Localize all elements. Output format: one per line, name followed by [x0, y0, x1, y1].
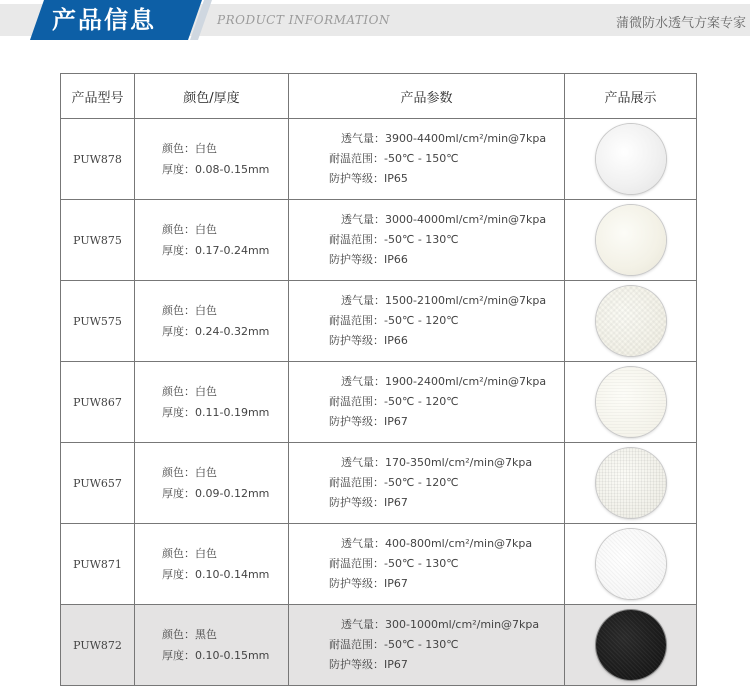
color-thickness-cell [135, 443, 289, 524]
color-label: 颜色： [162, 304, 195, 317]
model-cell: PUW575 [61, 281, 135, 362]
air-label: 透气量： [341, 375, 385, 388]
temp-label: 耐温范围： [329, 152, 384, 165]
thickness-value: 0.09-0.12mm [195, 487, 270, 500]
thickness-value: 0.10-0.15mm [195, 649, 270, 662]
params-cell [289, 200, 565, 281]
color-value: 黑色 [195, 628, 217, 641]
display-cell [565, 443, 697, 524]
air-label: 透气量： [341, 294, 385, 307]
thickness-value: 0.17-0.24mm [195, 244, 270, 257]
temp-value: -50℃ - 120℃ [384, 314, 459, 327]
page-title: 产品信息 [52, 6, 156, 34]
product-swatch-image [596, 205, 666, 275]
ip-value: IP67 [384, 415, 408, 428]
display-cell [565, 281, 697, 362]
temp-label: 耐温范围： [329, 476, 384, 489]
display-cell [565, 200, 697, 281]
ip-value: IP65 [384, 172, 408, 185]
protect-label: 防护等级： [329, 172, 384, 185]
temp-value: -50℃ - 120℃ [384, 476, 459, 489]
page-subtitle-en: PRODUCT INFORMATION [217, 13, 390, 27]
thickness-label: 厚度： [162, 649, 195, 662]
display-cell [565, 362, 697, 443]
column-header-model: 产品型号 [61, 74, 135, 119]
thickness-label: 厚度： [162, 244, 195, 257]
color-label: 颜色： [162, 547, 195, 560]
temp-value: -50℃ - 150℃ [384, 152, 459, 165]
ip-value: IP67 [384, 658, 408, 671]
product-swatch-image [596, 448, 666, 518]
ip-value: IP66 [384, 334, 408, 347]
thickness-label: 厚度： [162, 487, 195, 500]
ip-value: IP67 [384, 496, 408, 509]
protect-label: 防护等级： [329, 415, 384, 428]
color-label: 颜色： [162, 628, 195, 641]
params-cell [289, 119, 565, 200]
model-cell: PUW878 [61, 119, 135, 200]
air-value: 1900-2400ml/cm²/min@7kpa [385, 375, 547, 388]
table-row [61, 119, 697, 200]
temp-value: -50℃ - 130℃ [384, 638, 459, 651]
air-value: 3900-4400ml/cm²/min@7kpa [385, 132, 547, 145]
air-label: 透气量： [341, 537, 385, 550]
protect-label: 防护等级： [329, 334, 384, 347]
color-value: 白色 [195, 304, 217, 317]
product-swatch-image [596, 124, 666, 194]
temp-label: 耐温范围： [329, 233, 384, 246]
thickness-label: 厚度： [162, 325, 195, 338]
ip-value: IP66 [384, 253, 408, 266]
params-cell [289, 362, 565, 443]
color-thickness-cell [135, 524, 289, 605]
column-header-color-thickness: 颜色/厚度 [135, 74, 289, 119]
color-thickness-cell [135, 362, 289, 443]
protect-label: 防护等级： [329, 577, 384, 590]
params-cell [289, 281, 565, 362]
temp-label: 耐温范围： [329, 395, 384, 408]
thickness-value: 0.24-0.32mm [195, 325, 270, 338]
thickness-value: 0.08-0.15mm [195, 163, 270, 176]
air-label: 透气量： [341, 618, 385, 631]
table-header-row [61, 74, 697, 119]
air-label: 透气量： [341, 456, 385, 469]
model-cell: PUW867 [61, 362, 135, 443]
air-value: 3000-4000ml/cm²/min@7kpa [385, 213, 547, 226]
params-cell [289, 443, 565, 524]
table-row [61, 281, 697, 362]
air-label: 透气量： [341, 213, 385, 226]
model-cell: PUW872 [61, 605, 135, 686]
color-value: 白色 [195, 142, 217, 155]
model-cell: PUW875 [61, 200, 135, 281]
params-cell [289, 605, 565, 686]
table-row [61, 362, 697, 443]
model-cell: PUW871 [61, 524, 135, 605]
column-header-params: 产品参数 [289, 74, 565, 119]
color-thickness-cell [135, 119, 289, 200]
air-label: 透气量： [341, 132, 385, 145]
color-thickness-cell [135, 281, 289, 362]
header-banner [0, 0, 750, 40]
thickness-label: 厚度： [162, 568, 195, 581]
color-value: 白色 [195, 547, 217, 560]
color-value: 白色 [195, 385, 217, 398]
model-cell: PUW657 [61, 443, 135, 524]
ip-value: IP67 [384, 577, 408, 590]
color-label: 颜色： [162, 223, 195, 236]
thickness-label: 厚度： [162, 163, 195, 176]
thickness-value: 0.10-0.14mm [195, 568, 270, 581]
color-value: 白色 [195, 466, 217, 479]
brand-slogan: 蒲微防水透气方案专家 [615, 16, 746, 31]
product-swatch-image [596, 529, 666, 599]
color-value: 白色 [195, 223, 217, 236]
table-row [61, 443, 697, 524]
table-row [61, 524, 697, 605]
color-label: 颜色： [162, 466, 195, 479]
display-cell [565, 524, 697, 605]
product-swatch-image [596, 286, 666, 356]
product-swatch-image [596, 610, 666, 680]
temp-value: -50℃ - 120℃ [384, 395, 459, 408]
temp-label: 耐温范围： [329, 314, 384, 327]
table-row [61, 200, 697, 281]
protect-label: 防护等级： [329, 496, 384, 509]
temp-label: 耐温范围： [329, 557, 384, 570]
temp-value: -50℃ - 130℃ [384, 557, 459, 570]
table-row [61, 605, 697, 686]
air-value: 1500-2100ml/cm²/min@7kpa [385, 294, 547, 307]
protect-label: 防护等级： [329, 253, 384, 266]
display-cell [565, 605, 697, 686]
air-value: 400-800ml/cm²/min@7kpa [385, 537, 533, 550]
color-label: 颜色： [162, 142, 195, 155]
display-cell [565, 119, 697, 200]
product-spec-table [60, 73, 697, 686]
product-swatch-image [596, 367, 666, 437]
column-header-display: 产品展示 [565, 74, 697, 119]
thickness-label: 厚度： [162, 406, 195, 419]
temp-label: 耐温范围： [329, 638, 384, 651]
color-thickness-cell [135, 605, 289, 686]
air-value: 300-1000ml/cm²/min@7kpa [385, 618, 540, 631]
thickness-value: 0.11-0.19mm [195, 406, 270, 419]
protect-label: 防护等级： [329, 658, 384, 671]
temp-value: -50℃ - 130℃ [384, 233, 459, 246]
params-cell [289, 524, 565, 605]
color-thickness-cell [135, 200, 289, 281]
color-label: 颜色： [162, 385, 195, 398]
air-value: 170-350ml/cm²/min@7kpa [385, 456, 533, 469]
